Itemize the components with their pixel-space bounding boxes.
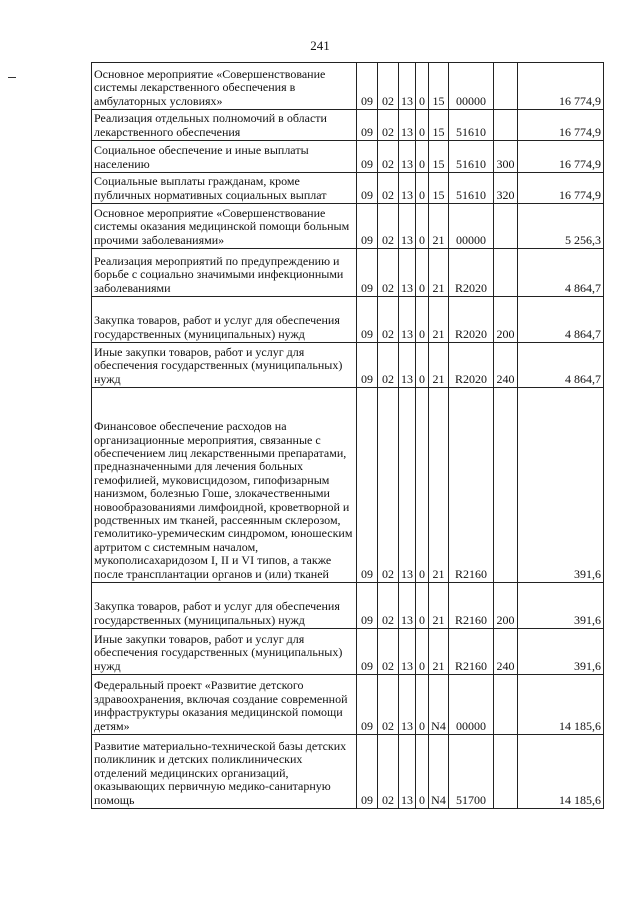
amount-cell: 16 774,9 [518, 141, 604, 173]
target-article-program-cell: 13 [399, 63, 416, 110]
subsection-code-cell: 02 [378, 343, 399, 388]
expense-type-cell: 200 [494, 583, 518, 629]
target-article-event-cell: 21 [429, 388, 449, 583]
expense-type-cell: 240 [494, 343, 518, 388]
target-article-event-cell: 21 [429, 297, 449, 343]
expense-type-cell [494, 675, 518, 735]
target-article-program-cell: 13 [399, 249, 416, 297]
margin-mark [8, 77, 16, 78]
table-row [92, 173, 604, 204]
expense-type-cell [494, 204, 518, 249]
table-row [92, 388, 604, 583]
section-code-cell: 09 [357, 735, 378, 809]
expense-type-cell [494, 388, 518, 583]
target-article-type-cell: 0 [416, 173, 429, 204]
target-article-direction-cell: R2160 [449, 583, 494, 629]
section-code-cell: 09 [357, 249, 378, 297]
subsection-code-cell: 02 [378, 204, 399, 249]
amount-cell: 16 774,9 [518, 173, 604, 204]
expense-name-cell: Иные закупки товаров, работ и услуг для обеспечения государственных (муниципальных) нужд [92, 629, 357, 675]
table-row [92, 204, 604, 249]
target-article-type-cell: 0 [416, 297, 429, 343]
expense-type-cell: 240 [494, 629, 518, 675]
expense-name-cell: Социальные выплаты гражданам, кроме публичных нормативных социальных выплат [92, 173, 357, 204]
target-article-program-cell: 13 [399, 173, 416, 204]
amount-cell: 391,6 [518, 629, 604, 675]
table-row [92, 629, 604, 675]
expense-type-cell [494, 110, 518, 141]
section-code-cell: 09 [357, 388, 378, 583]
target-article-direction-cell: 51610 [449, 141, 494, 173]
table-row [92, 110, 604, 141]
target-article-event-cell: 21 [429, 629, 449, 675]
target-article-direction-cell: 51610 [449, 173, 494, 204]
target-article-type-cell: 0 [416, 343, 429, 388]
amount-cell: 391,6 [518, 583, 604, 629]
target-article-direction-cell: R2160 [449, 388, 494, 583]
target-article-direction-cell: R2020 [449, 249, 494, 297]
target-article-type-cell: 0 [416, 141, 429, 173]
subsection-code-cell: 02 [378, 110, 399, 141]
target-article-event-cell: 15 [429, 141, 449, 173]
table-row [92, 63, 604, 110]
target-article-event-cell: 21 [429, 343, 449, 388]
target-article-type-cell: 0 [416, 583, 429, 629]
subsection-code-cell: 02 [378, 583, 399, 629]
expense-type-cell [494, 735, 518, 809]
target-article-type-cell: 0 [416, 675, 429, 735]
table-row [92, 583, 604, 629]
budget-table [91, 62, 604, 809]
subsection-code-cell: 02 [378, 675, 399, 735]
table-row [92, 141, 604, 173]
target-article-type-cell: 0 [416, 110, 429, 141]
target-article-direction-cell: R2020 [449, 343, 494, 388]
target-article-event-cell: 15 [429, 173, 449, 204]
subsection-code-cell: 02 [378, 141, 399, 173]
target-article-event-cell: 21 [429, 583, 449, 629]
expense-name-cell: Основное мероприятие «Совершенствование системы оказания медицинской помощи больным прочими заболеваниями» [92, 204, 357, 249]
target-article-program-cell: 13 [399, 297, 416, 343]
expense-name-cell: Иные закупки товаров, работ и услуг для обеспечения государственных (муниципальных) нужд [92, 343, 357, 388]
subsection-code-cell: 02 [378, 388, 399, 583]
amount-cell: 5 256,3 [518, 204, 604, 249]
section-code-cell: 09 [357, 583, 378, 629]
target-article-direction-cell: R2020 [449, 297, 494, 343]
target-article-direction-cell: 00000 [449, 675, 494, 735]
section-code-cell: 09 [357, 173, 378, 204]
table-row [92, 343, 604, 388]
target-article-direction-cell: 51610 [449, 110, 494, 141]
target-article-program-cell: 13 [399, 388, 416, 583]
expense-name-cell: Федеральный проект «Развитие детского здравоохранения, включая создание современной инфраструктуры оказания медицинской помощи детям» [92, 675, 357, 735]
expense-name-cell: Реализация мероприятий по предупреждению и борьбе с социально значимыми инфекционными заболеваниями [92, 249, 357, 297]
expense-name-cell: Закупка товаров, работ и услуг для обеспечения государственных (муниципальных) нужд [92, 583, 357, 629]
subsection-code-cell: 02 [378, 173, 399, 204]
target-article-program-cell: 13 [399, 735, 416, 809]
section-code-cell: 09 [357, 110, 378, 141]
expense-type-cell [494, 63, 518, 110]
table-row [92, 297, 604, 343]
target-article-program-cell: 13 [399, 629, 416, 675]
expense-name-cell: Финансовое обеспечение расходов на организационные мероприятия, связанные с обеспечением лиц лекарственными препаратами, предназначенными для лечения больных гемофилией, муковисцидозом, гипофизарным нанизмом, болезнью Гоше, злокачественными новообразованиями лимфоидной, кроветворной и родственных им тканей, рассеянным склерозом, гемолитико-уремическим синдромом, юношеским артритом с системным началом, мукополисахаридозом I, II и VI типов, а также после трансплантации органов и (или) тканей [92, 388, 357, 583]
expense-name-cell: Социальное обеспечение и иные выплаты населению [92, 141, 357, 173]
target-article-event-cell: 21 [429, 249, 449, 297]
subsection-code-cell: 02 [378, 297, 399, 343]
expense-name-cell: Развитие материально-технической базы детских поликлиник и детских поликлинических отделений медицинских организаций, оказывающих первичную медико-санитарную помощь [92, 735, 357, 809]
amount-cell: 14 185,6 [518, 675, 604, 735]
target-article-type-cell: 0 [416, 63, 429, 110]
target-article-program-cell: 13 [399, 583, 416, 629]
section-code-cell: 09 [357, 141, 378, 173]
section-code-cell: 09 [357, 63, 378, 110]
target-article-program-cell: 13 [399, 675, 416, 735]
target-article-type-cell: 0 [416, 735, 429, 809]
expense-type-cell [494, 249, 518, 297]
target-article-direction-cell: 00000 [449, 204, 494, 249]
target-article-program-cell: 13 [399, 141, 416, 173]
target-article-type-cell: 0 [416, 249, 429, 297]
amount-cell: 4 864,7 [518, 343, 604, 388]
target-article-program-cell: 13 [399, 110, 416, 141]
target-article-type-cell: 0 [416, 629, 429, 675]
section-code-cell: 09 [357, 675, 378, 735]
expense-name-cell: Основное мероприятие «Совершенствование системы лекарственного обеспечения в амбулаторных условиях» [92, 63, 357, 110]
amount-cell: 16 774,9 [518, 63, 604, 110]
subsection-code-cell: 02 [378, 629, 399, 675]
target-article-direction-cell: R2160 [449, 629, 494, 675]
target-article-event-cell: 15 [429, 63, 449, 110]
target-article-event-cell: 15 [429, 110, 449, 141]
target-article-direction-cell: 00000 [449, 63, 494, 110]
amount-cell: 14 185,6 [518, 735, 604, 809]
target-article-direction-cell: 51700 [449, 735, 494, 809]
section-code-cell: 09 [357, 204, 378, 249]
subsection-code-cell: 02 [378, 63, 399, 110]
table-row [92, 735, 604, 809]
section-code-cell: 09 [357, 629, 378, 675]
section-code-cell: 09 [357, 297, 378, 343]
page-number: 241 [310, 38, 330, 53]
target-article-program-cell: 13 [399, 343, 416, 388]
expense-name-cell: Реализация отдельных полномочий в области лекарственного обеспечения [92, 110, 357, 141]
expense-type-cell: 300 [494, 141, 518, 173]
table-row [92, 675, 604, 735]
target-article-event-cell: 21 [429, 204, 449, 249]
target-article-type-cell: 0 [416, 204, 429, 249]
expense-type-cell: 200 [494, 297, 518, 343]
expense-name-cell: Закупка товаров, работ и услуг для обеспечения государственных (муниципальных) нужд [92, 297, 357, 343]
subsection-code-cell: 02 [378, 249, 399, 297]
target-article-type-cell: 0 [416, 388, 429, 583]
amount-cell: 391,6 [518, 388, 604, 583]
amount-cell: 16 774,9 [518, 110, 604, 141]
target-article-program-cell: 13 [399, 204, 416, 249]
expense-type-cell: 320 [494, 173, 518, 204]
target-article-event-cell: N4 [429, 735, 449, 809]
subsection-code-cell: 02 [378, 735, 399, 809]
amount-cell: 4 864,7 [518, 297, 604, 343]
table-row [92, 249, 604, 297]
section-code-cell: 09 [357, 343, 378, 388]
target-article-event-cell: N4 [429, 675, 449, 735]
amount-cell: 4 864,7 [518, 249, 604, 297]
budget-table-body [92, 63, 604, 809]
